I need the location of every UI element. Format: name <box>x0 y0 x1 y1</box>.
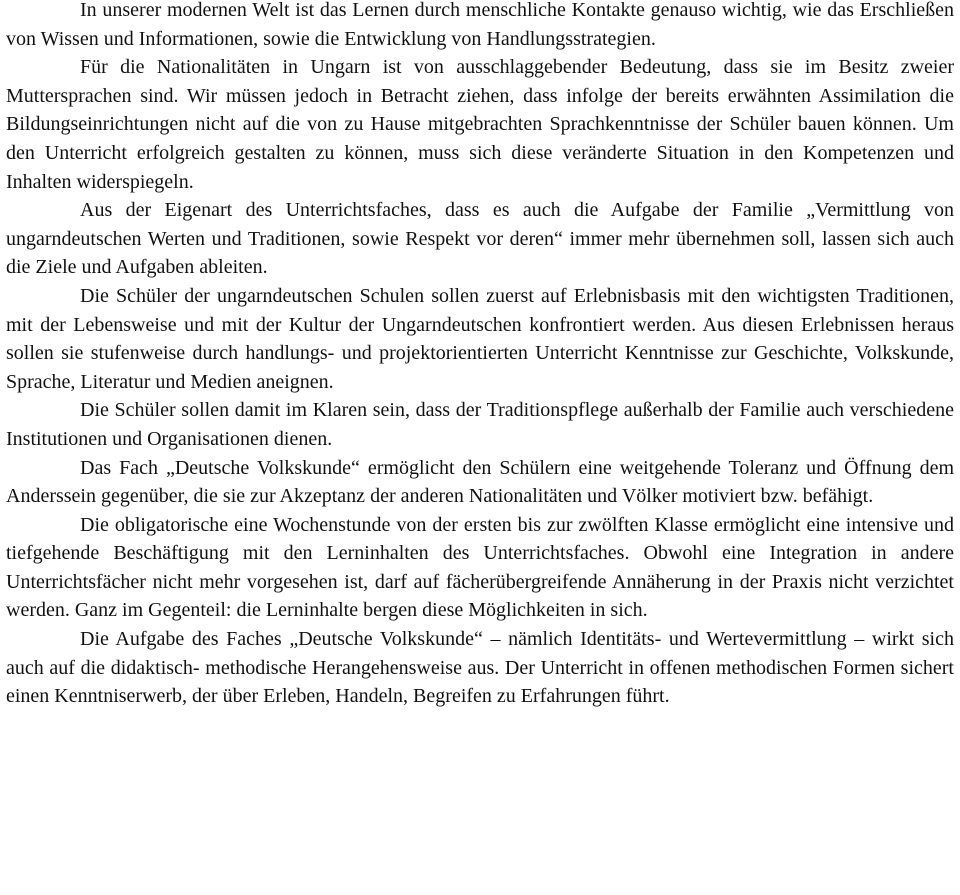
paragraph-8: Die Aufgabe des Faches „Deutsche Volkskunde“ – nämlich Identitäts- und Wertevermittlung – wirkt sich auch auf die didaktisch- methodische Herangehensweise aus. Der Unterricht in offenen methodischen Formen sichert einen Kenntniserwerb, der über Erleben, Handeln, Begreifen zu Erfahrungen führt. <box>6 628 954 708</box>
paragraph-2: Für die Nationalitäten in Ungarn ist von ausschlaggebender Bedeutung, dass sie im Besitz zweier Muttersprachen sind. Wir müssen jedoch in Betracht ziehen, dass infolge der bereits erwähnten Assimilation die Bildungseinrichtungen nicht auf die von zu Hause mitgebrachten Sprachkenntnisse der Schüler bauen können. Um den Unterricht erfolgreich gestalten zu können, muss sich diese veränderte Situation in den Kompetenzen und Inhalten widerspiegeln. <box>6 56 954 193</box>
paragraph-4: Die Schüler der ungarndeutschen Schulen sollen zuerst auf Erlebnisbasis mit den wichtigsten Traditionen, mit der Lebensweise und mit der Kultur der Ungarndeutschen konfrontiert werden. Aus diesen Erlebnissen heraus sollen sie stufenweise durch handlungs- und projektorientierten Unterricht Kenntnisse zur Geschichte, Volkskunde, Sprache, Literatur und Medien aneignen. <box>6 284 954 393</box>
paragraph-3: Aus der Eigenart des Unterrichtsfaches, dass es auch die Aufgabe der Familie „Vermittlung von ungarndeutschen Werten und Traditionen, sowie Respekt vor deren“ immer mehr übernehmen soll, lassen sich auch die Ziele und Aufgaben ableiten. <box>6 199 954 279</box>
paragraph-6: Das Fach „Deutsche Volkskunde“ ermöglicht den Schülern eine weitgehende Toleranz und Öffnung dem Anderssein gegenüber, die sie zur Akzeptanz der anderen Nationalitäten und Völker motiviert bzw. befähigt. <box>6 456 954 508</box>
paragraph-7: Die obligatorische eine Wochenstunde von der ersten bis zur zwölften Klasse ermöglicht eine intensive und tiefgehende Beschäftigung mit den Lerninhalten des Unterrichtsfaches. Obwohl eine Integration in andere Unterrichtsfächer nicht mehr vorgesehen ist, darf auf fächerübergreifende Annäherung in der Praxis nicht verzichtet werden. Ganz im Gegenteil: die Lerninhalte bergen diese Möglichkeiten in sich. <box>6 513 954 622</box>
paragraph-5: Die Schüler sollen damit im Klaren sein, dass der Traditionspflege außerhalb der Familie auch verschiedene Institutionen und Organisationen dienen. <box>6 399 954 450</box>
paragraph-1: In unserer modernen Welt ist das Lernen durch menschliche Kontakte genauso wichtig, wie das Erschließen von Wissen und Informationen, sowie die Entwicklung von Handlungsstrategien. <box>6 0 954 50</box>
